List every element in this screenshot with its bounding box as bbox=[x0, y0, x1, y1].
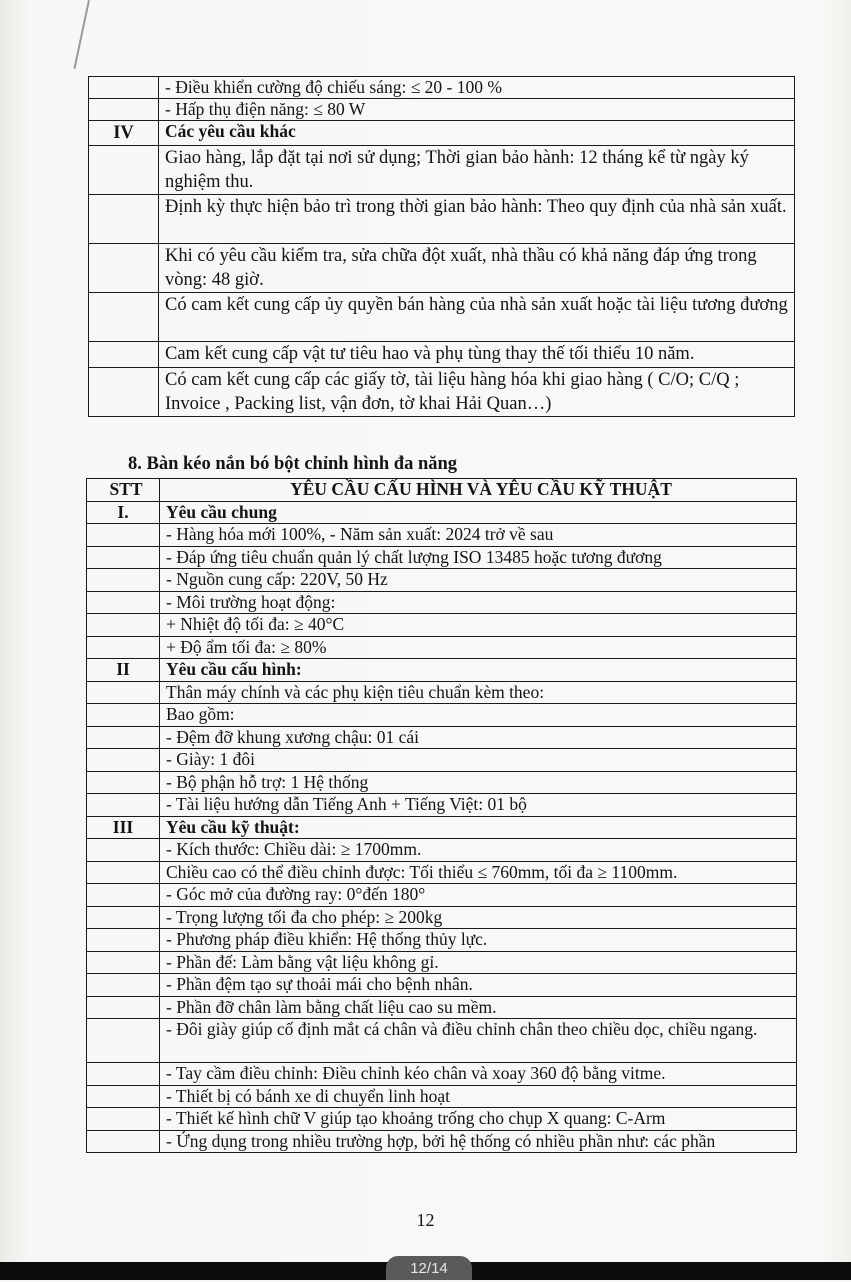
row-text: - Góc mở của đường ray: 0°đến 180° bbox=[160, 884, 797, 907]
row-number bbox=[89, 195, 159, 244]
table-row bbox=[87, 726, 797, 749]
row-text: Có cam kết cung cấp các giấy tờ, tài liệu hàng hóa khi giao hàng ( C/O; C/Q ; Invoice , Packing list, vận đơn, tờ khai Hải Quan…) bbox=[159, 368, 795, 417]
table-row bbox=[89, 342, 795, 368]
row-text: Định kỳ thực hiện bảo trì trong thời gian bảo hành: Theo quy định của nhà sản xuất. bbox=[159, 195, 795, 244]
row-number bbox=[87, 771, 160, 794]
row-text: - Hàng hóa mới 100%, - Năm sản xuất: 2024 trở về sau bbox=[160, 524, 797, 547]
row-text: Cam kết cung cấp vật tư tiêu hao và phụ tùng thay thế tối thiểu 10 năm. bbox=[159, 342, 795, 368]
table-row bbox=[87, 614, 797, 637]
page-number: 12 bbox=[416, 1210, 435, 1230]
row-number bbox=[87, 974, 160, 997]
table-row bbox=[87, 771, 797, 794]
table-row bbox=[87, 524, 797, 547]
row-number bbox=[87, 614, 160, 637]
row-text: - Kích thước: Chiều dài: ≥ 1700mm. bbox=[160, 839, 797, 862]
row-number bbox=[87, 524, 160, 547]
row-text: - Nguồn cung cấp: 220V, 50 Hz bbox=[160, 569, 797, 592]
table-row bbox=[87, 569, 797, 592]
table-row bbox=[87, 1130, 797, 1153]
table-row bbox=[87, 974, 797, 997]
table-row bbox=[89, 121, 795, 146]
table-row bbox=[87, 591, 797, 614]
row-number bbox=[87, 749, 160, 772]
table-header-row bbox=[87, 479, 797, 502]
row-number bbox=[87, 636, 160, 659]
row-number bbox=[87, 839, 160, 862]
row-text: - Phần đỡ chân làm bằng chất liệu cao su mềm. bbox=[160, 996, 797, 1019]
row-text: Giao hàng, lắp đặt tại nơi sử dụng; Thời gian bảo hành: 12 tháng kể từ ngày ký nghiệm thu. bbox=[159, 146, 795, 195]
row-number bbox=[87, 1130, 160, 1153]
row-number bbox=[89, 77, 159, 99]
row-number bbox=[89, 342, 159, 368]
row-number bbox=[87, 794, 160, 817]
row-number: III bbox=[87, 816, 160, 839]
row-number bbox=[87, 1085, 160, 1108]
table-row bbox=[87, 839, 797, 862]
row-number bbox=[87, 704, 160, 727]
row-number bbox=[87, 591, 160, 614]
row-text: Yêu cầu chung bbox=[160, 501, 797, 524]
row-number bbox=[87, 996, 160, 1019]
table-row bbox=[87, 906, 797, 929]
row-number: IV bbox=[89, 121, 159, 146]
row-number bbox=[87, 546, 160, 569]
row-text: - Đôi giày giúp cố định mắt cá chân và điều chỉnh chân theo chiều dọc, chiều ngang. bbox=[160, 1019, 797, 1063]
row-text: Có cam kết cung cấp ủy quyền bán hàng của nhà sản xuất hoặc tài liệu tương đương bbox=[159, 293, 795, 342]
row-text: Khi có yêu cầu kiểm tra, sửa chữa đột xuất, nhà thầu có khả năng đáp ứng trong vòng: 48 giờ. bbox=[159, 244, 795, 293]
row-text: - Phần đệm tạo sự thoải mái cho bệnh nhân. bbox=[160, 974, 797, 997]
row-text: - Phương pháp điều khiển: Hệ thống thủy lực. bbox=[160, 929, 797, 952]
table-row bbox=[87, 794, 797, 817]
row-number bbox=[87, 951, 160, 974]
section-title: 8. Bàn kéo nắn bó bột chỉnh hình đa năng bbox=[128, 454, 458, 474]
row-text: Thân máy chính và các phụ kiện tiêu chuẩn kèm theo: bbox=[160, 681, 797, 704]
table-row bbox=[87, 951, 797, 974]
row-text: Yêu cầu cấu hình: bbox=[160, 659, 797, 682]
row-text: - Thiết kế hình chữ V giúp tạo khoảng trống cho chụp X quang: C-Arm bbox=[160, 1108, 797, 1131]
table-row bbox=[89, 293, 795, 342]
column-header-requirements: YÊU CẦU CẤU HÌNH VÀ YÊU CẦU KỸ THUẬT bbox=[160, 479, 797, 502]
table-row bbox=[89, 368, 795, 417]
row-number bbox=[87, 1108, 160, 1131]
row-text: Các yêu cầu khác bbox=[159, 121, 795, 146]
table-row bbox=[89, 244, 795, 293]
row-number bbox=[87, 569, 160, 592]
table-row bbox=[89, 77, 795, 99]
row-text: Bao gồm: bbox=[160, 704, 797, 727]
row-text: Yêu cầu kỹ thuật: bbox=[160, 816, 797, 839]
row-number bbox=[89, 146, 159, 195]
row-text: - Đệm đỡ khung xương chậu: 01 cái bbox=[160, 726, 797, 749]
row-text: - Phần đế: Làm bằng vật liệu không gỉ. bbox=[160, 951, 797, 974]
row-text: - Ứng dụng trong nhiều trường hợp, bởi hệ thống có nhiều phần như: các phần bbox=[160, 1130, 797, 1153]
page-indicator: 12/14 bbox=[386, 1256, 472, 1280]
row-number bbox=[89, 99, 159, 121]
row-text: - Tay cầm điều chỉnh: Điều chỉnh kéo chân và xoay 360 độ bằng vitme. bbox=[160, 1063, 797, 1086]
table-row bbox=[87, 861, 797, 884]
row-text: + Độ ẩm tối đa: ≥ 80% bbox=[160, 636, 797, 659]
row-text: - Thiết bị có bánh xe di chuyển linh hoạt bbox=[160, 1085, 797, 1108]
row-number bbox=[87, 861, 160, 884]
row-text: - Điều khiển cường độ chiếu sáng: ≤ 20 - 100 % bbox=[159, 77, 795, 99]
table-row bbox=[87, 1085, 797, 1108]
table-row bbox=[89, 99, 795, 121]
row-number bbox=[87, 906, 160, 929]
table-row bbox=[89, 146, 795, 195]
row-text: Chiều cao có thể điều chỉnh được: Tối thiểu ≤ 760mm, tối đa ≥ 1100mm. bbox=[160, 861, 797, 884]
row-number bbox=[87, 1063, 160, 1086]
row-text: - Giày: 1 đôi bbox=[160, 749, 797, 772]
requirements-table-continued bbox=[88, 76, 795, 417]
row-text: - Tài liệu hướng dẫn Tiếng Anh + Tiếng Việt: 01 bộ bbox=[160, 794, 797, 817]
row-number bbox=[89, 293, 159, 342]
table-row bbox=[87, 929, 797, 952]
row-text: - Trọng lượng tối đa cho phép: ≥ 200kg bbox=[160, 906, 797, 929]
row-number: II bbox=[87, 659, 160, 682]
row-number: I. bbox=[87, 501, 160, 524]
column-header-stt: STT bbox=[87, 479, 160, 502]
table-row bbox=[87, 884, 797, 907]
table-row bbox=[87, 816, 797, 839]
table-row bbox=[87, 996, 797, 1019]
row-number bbox=[89, 244, 159, 293]
row-text: - Môi trường hoạt động: bbox=[160, 591, 797, 614]
table-row bbox=[87, 1019, 797, 1063]
table-row bbox=[87, 1108, 797, 1131]
table-row bbox=[87, 1063, 797, 1086]
row-text: - Đáp ứng tiêu chuẩn quản lý chất lượng ISO 13485 hoặc tương đương bbox=[160, 546, 797, 569]
row-text: + Nhiệt độ tối đa: ≥ 40°C bbox=[160, 614, 797, 637]
equipment-specification-table bbox=[86, 478, 797, 1153]
table-row bbox=[87, 501, 797, 524]
table-row bbox=[87, 546, 797, 569]
table-row bbox=[89, 195, 795, 244]
row-number bbox=[87, 929, 160, 952]
row-text: - Bộ phận hỗ trợ: 1 Hệ thống bbox=[160, 771, 797, 794]
table-row bbox=[87, 749, 797, 772]
row-number bbox=[87, 726, 160, 749]
row-number bbox=[87, 1019, 160, 1063]
table-row bbox=[87, 636, 797, 659]
row-number bbox=[89, 368, 159, 417]
table-row bbox=[87, 659, 797, 682]
table-row bbox=[87, 704, 797, 727]
row-number bbox=[87, 681, 160, 704]
row-text: - Hấp thụ điện năng: ≤ 80 W bbox=[159, 99, 795, 121]
row-number bbox=[87, 884, 160, 907]
table-row bbox=[87, 681, 797, 704]
